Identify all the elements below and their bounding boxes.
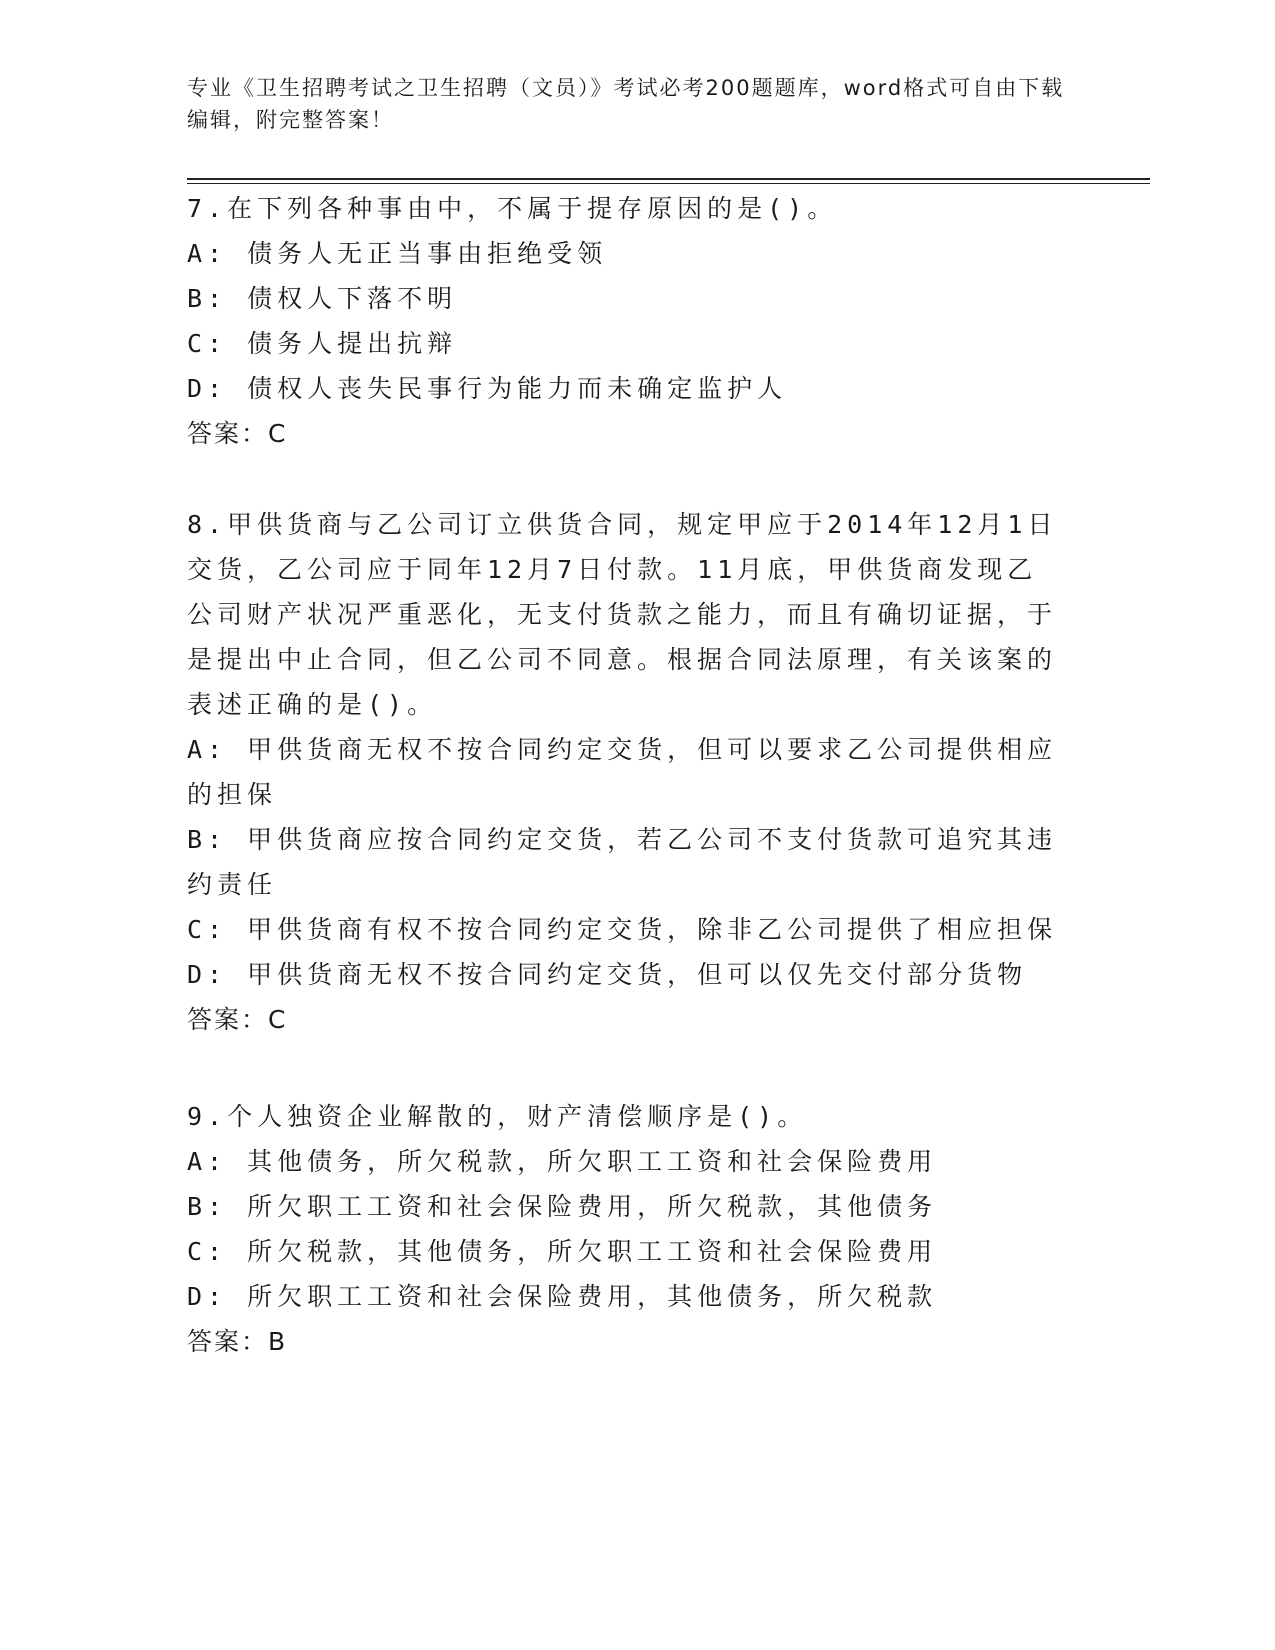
answer-line: 答案：B	[187, 1327, 288, 1356]
option-a: A: 其他债务，所欠税款，所欠职工工资和社会保险费用	[187, 1147, 938, 1176]
option-d: D: 债权人丧失民事行为能力而未确定监护人	[187, 374, 788, 403]
header-divider-thick	[187, 178, 1150, 180]
question-stem: 7.在下列各种事由中，不属于提存原因的是()。	[187, 194, 838, 223]
option-b: B: 甲供货商应按合同约定交货，若乙公司不支付货款可追究其违约责任	[187, 825, 1058, 899]
option-c: C: 债务人提出抗辩	[187, 329, 458, 358]
question-9	[187, 1094, 1067, 1364]
question-stem: 9.个人独资企业解散的，财产清偿顺序是()。	[187, 1102, 808, 1131]
option-d: D: 甲供货商无权不按合同约定交货，但可以仅先交付部分货物	[187, 960, 1028, 989]
option-a: A: 甲供货商无权不按合同约定交货，但可以要求乙公司提供相应的担保	[187, 735, 1058, 809]
question-7	[187, 186, 1067, 456]
option-a: A: 债务人无正当事由拒绝受领	[187, 239, 608, 268]
option-d: D: 所欠职工工资和社会保险费用，其他债务，所欠税款	[187, 1282, 938, 1311]
option-b: B: 所欠职工工资和社会保险费用，所欠税款，其他债务	[187, 1192, 938, 1221]
option-c: C: 所欠税款，其他债务，所欠职工工资和社会保险费用	[187, 1237, 938, 1266]
document-header: 专业《卫生招聘考试之卫生招聘（文员）》考试必考200题题库，word格式可自由下载编辑，附完整答案！	[187, 76, 1065, 132]
header-divider-thin	[187, 183, 1150, 184]
option-c: C: 甲供货商有权不按合同约定交货，除非乙公司提供了相应担保	[187, 915, 1058, 944]
question-8	[187, 502, 1067, 1042]
question-stem: 8.甲供货商与乙公司订立供货合同，规定甲应于2014年12月1日交货，乙公司应于同年12月7日付款。11月底，甲供货商发现乙公司财产状况严重恶化，无支付货款之能力，而且有确切证据，于是提出中止合同，但乙公司不同意。根据合同法原理，有关该案的表述正确的是()。	[187, 510, 1058, 719]
answer-line: 答案：C	[187, 419, 288, 448]
option-b: B: 债权人下落不明	[187, 284, 458, 313]
answer-line: 答案：C	[187, 1005, 288, 1034]
